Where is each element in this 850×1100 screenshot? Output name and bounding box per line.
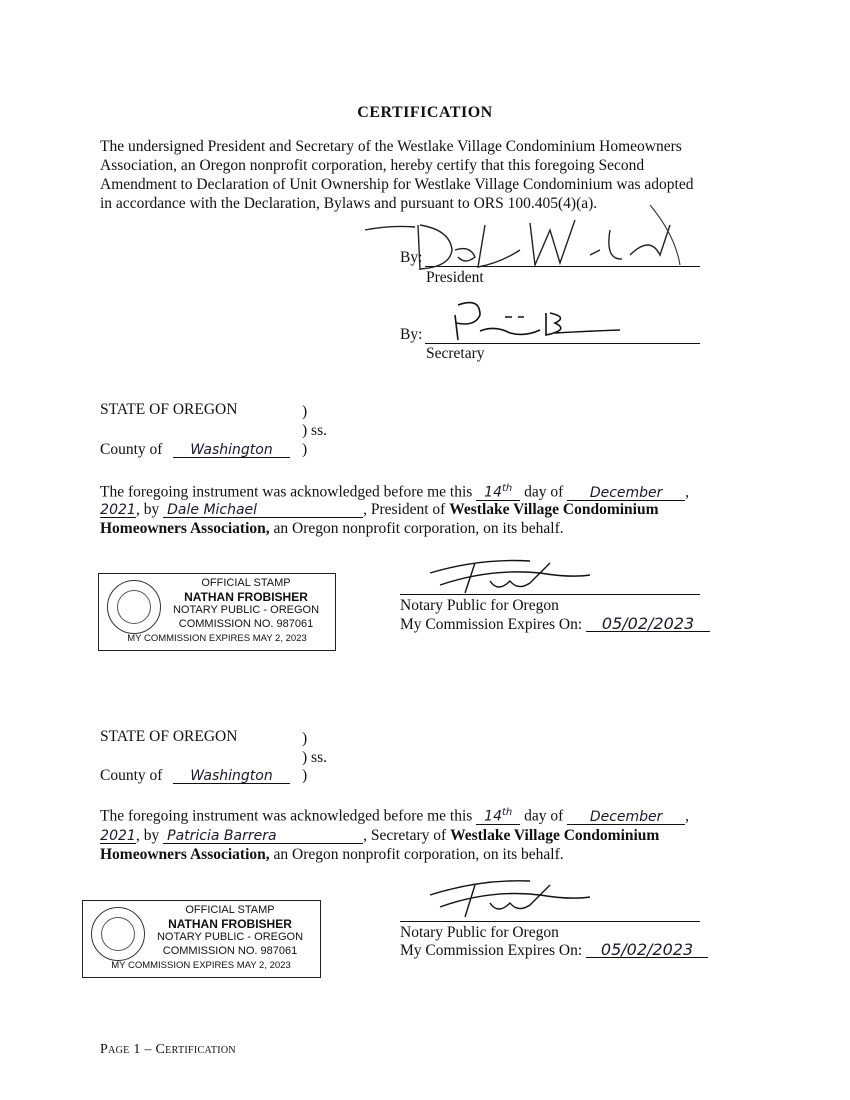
stamp-expiry: MY COMMISSION EXPIRES MAY 2, 2023 [127, 633, 307, 644]
stamp-line: COMMISSION NO. 987061 [178, 618, 314, 630]
ack1-role: , President of [363, 501, 446, 518]
ack2-county-label: County of [100, 767, 163, 784]
ack2-name: Patricia Barrera [163, 829, 363, 844]
ack1-line1 [100, 482, 689, 502]
stamp-name: NATHAN FROBISHER [168, 917, 292, 931]
notary-stamp [98, 573, 336, 651]
ack1-line1-text: The foregoing instrument was acknowledged before me this [100, 483, 473, 501]
ack1-day-value: 14 [484, 484, 502, 501]
ack2-line2 [100, 827, 659, 845]
ack2-role: , Secretary of [363, 827, 447, 844]
paragraph-line: Association, an Oregon nonprofit corporation, hereby certify that this foregoing Second [100, 157, 645, 174]
ack2-day-of: day of [524, 807, 564, 825]
ack2-expires-value: 05/02/2023 [586, 943, 708, 958]
ack2-year: 2021 [100, 828, 136, 844]
ack2-by: , by [136, 827, 160, 844]
ack2-org: Westlake Village Condominium [450, 827, 660, 844]
ack1-state: STATE OF OREGON [100, 401, 238, 418]
ack2-comma: , [685, 807, 689, 825]
ack2-day [476, 806, 520, 825]
stamp-line: OFFICIAL STAMP [185, 904, 275, 916]
secretary-title: Secretary [426, 345, 485, 362]
ack2-org-rest: an Oregon nonprofit corporation, on its behalf. [269, 846, 564, 863]
stamp-line: OFFICIAL STAMP [201, 577, 291, 589]
notary-signature-line [400, 594, 700, 595]
ack2-line1-text: The foregoing instrument was acknowledged before me this [100, 807, 473, 825]
ack2-day-value: 14 [484, 808, 502, 825]
ack1-org: Westlake Village Condominium [449, 501, 659, 518]
oregon-seal-icon [107, 580, 161, 634]
president-by-label: By: [400, 249, 423, 266]
ack2-line3 [100, 846, 564, 864]
document-title: CERTIFICATION [357, 104, 493, 121]
ack1-comma: , [685, 483, 689, 501]
ack1-county-value: Washington [173, 443, 290, 458]
ack2-ss: ) ss. [302, 749, 327, 766]
ack1-day [476, 482, 520, 501]
ack1-paren: ) [302, 441, 308, 458]
ack1-paren: ) [302, 403, 308, 420]
ack2-month: December [567, 810, 685, 825]
stamp-line: NOTARY PUBLIC - OREGON [172, 604, 320, 616]
paragraph-line: in accordance with the Declaration, Bylaws and pursuant to ORS 100.405(4)(a). [100, 195, 598, 212]
ack2-county-value: Washington [173, 769, 290, 784]
ack1-day-suffix: th [501, 483, 513, 494]
ack2-expires-label: My Commission Expires On: [400, 942, 583, 959]
ack2-paren: ) [302, 730, 308, 747]
secretary-signature-icon [450, 295, 630, 350]
ack1-line3 [100, 520, 564, 538]
secretary-by-label: By: [400, 326, 423, 343]
ack1-county-label: County of [100, 441, 163, 458]
ack1-expires-value: 05/02/2023 [586, 617, 710, 632]
ack2-expires [400, 942, 708, 960]
ack1-name: Dale Michael [163, 503, 363, 518]
ack2-day-suffix: th [501, 807, 513, 818]
ack1-expires [400, 616, 710, 634]
ack1-org-rest: an Oregon nonprofit corporation, on its behalf. [269, 520, 564, 537]
stamp-line: NOTARY PUBLIC - OREGON [156, 931, 304, 943]
ack1-month: December [567, 486, 685, 501]
notary-signature-icon [420, 873, 620, 923]
ack1-by: , by [136, 501, 160, 518]
president-title: President [426, 269, 484, 286]
ack1-org-2: Homeowners Association, [100, 520, 270, 537]
paragraph-line: The undersigned President and Secretary of the Westlake Village Condominium Homeowners [100, 138, 682, 155]
ack2-org-2: Homeowners Association, [100, 846, 270, 863]
ack1-ss: ) ss. [302, 422, 327, 439]
ack2-state: STATE OF OREGON [100, 728, 238, 745]
ack1-notary-label: Notary Public for Oregon [400, 597, 559, 614]
ack1-year: 2021 [100, 502, 136, 518]
ack2-paren: ) [302, 767, 308, 784]
oregon-seal-icon [91, 907, 145, 961]
notary-signature-icon [420, 553, 620, 598]
ack2-line1 [100, 806, 689, 826]
ack1-line2 [100, 501, 659, 519]
notary-signature-line [400, 921, 700, 922]
page-footer: Page 1 – Certification [100, 1042, 236, 1057]
stamp-name: NATHAN FROBISHER [184, 590, 308, 604]
ack1-day-of: day of [524, 483, 564, 501]
ack2-notary-label: Notary Public for Oregon [400, 924, 559, 941]
stamp-expiry: MY COMMISSION EXPIRES MAY 2, 2023 [111, 960, 291, 971]
stamp-line: COMMISSION NO. 987061 [162, 945, 298, 957]
notary-stamp [82, 900, 321, 978]
president-signature-icon [360, 195, 700, 285]
ack1-expires-label: My Commission Expires On: [400, 616, 583, 633]
paragraph-line: Amendment to Declaration of Unit Ownership for Westlake Village Condominium was adopted [100, 176, 694, 193]
